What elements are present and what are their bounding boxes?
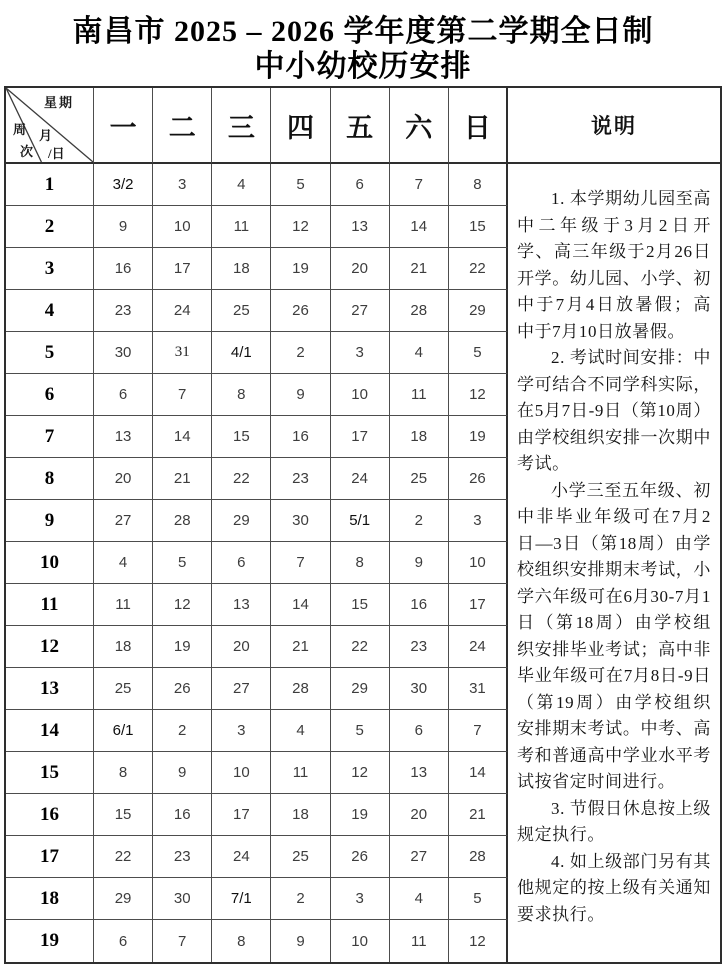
date-cell: 25 — [212, 290, 271, 332]
corner-week-label-top: 周 — [13, 122, 27, 137]
date-cell: 21 — [153, 458, 212, 500]
date-cell: 8 — [94, 752, 153, 794]
week-number-cell: 13 — [6, 668, 94, 710]
date-cell: 30 — [271, 500, 330, 542]
date-cell: 18 — [271, 794, 330, 836]
weekday-header-fri: 五 — [331, 88, 390, 164]
date-cell: 24 — [212, 836, 271, 878]
date-cell: 3 — [449, 500, 508, 542]
date-cell: 22 — [449, 248, 508, 290]
date-cell: 5 — [153, 542, 212, 584]
date-cell: 31 — [449, 668, 508, 710]
note-paragraph-3: 小学三至五年级、初中非毕业年级可在7月2日—3日（第18周）由学校组织安排期末考试，小学六年级可在6月30-7月1日（第18周）由学校组织安排毕业考试；高中非毕业年级可在7月8日-9日（第19周）由学校组织安排期末考试。中考、高考和普通高中学业水平考试按省定时间进行。 — [516, 480, 711, 791]
date-cell: 24 — [331, 458, 390, 500]
date-cell: 3 — [331, 878, 390, 920]
date-cell: 2 — [153, 710, 212, 752]
date-cell: 12 — [449, 920, 508, 962]
week-number-cell: 2 — [6, 206, 94, 248]
date-cell: 29 — [331, 668, 390, 710]
week-number-cell: 19 — [6, 920, 94, 962]
date-cell: 6 — [94, 374, 153, 416]
date-cell: 27 — [390, 836, 449, 878]
date-cell: 25 — [94, 668, 153, 710]
date-cell: 26 — [153, 668, 212, 710]
date-cell: 5 — [271, 164, 330, 206]
date-cell: 4 — [212, 164, 271, 206]
date-cell: 12 — [449, 374, 508, 416]
week-number-cell: 15 — [6, 752, 94, 794]
date-cell: 25 — [390, 458, 449, 500]
week-number-cell: 17 — [6, 836, 94, 878]
date-cell: 24 — [449, 626, 508, 668]
date-cell: 8 — [449, 164, 508, 206]
week-number-cell: 14 — [6, 710, 94, 752]
date-cell: 8 — [212, 920, 271, 962]
date-cell: 3 — [331, 332, 390, 374]
date-cell: 22 — [94, 836, 153, 878]
date-cell: 2 — [271, 332, 330, 374]
date-cell: 5 — [331, 710, 390, 752]
date-cell: 17 — [212, 794, 271, 836]
date-cell: 15 — [449, 206, 508, 248]
date-cell: 22 — [212, 458, 271, 500]
date-cell: 7 — [153, 374, 212, 416]
date-cell: 15 — [331, 584, 390, 626]
date-cell: 11 — [212, 206, 271, 248]
date-cell: 13 — [212, 584, 271, 626]
date-cell: 11 — [390, 920, 449, 962]
date-cell: 29 — [94, 878, 153, 920]
weekday-header-thu: 四 — [271, 88, 330, 164]
date-cell: 23 — [94, 290, 153, 332]
date-cell: 14 — [449, 752, 508, 794]
date-cell: 8 — [331, 542, 390, 584]
date-cell: 17 — [331, 416, 390, 458]
calendar-table — [4, 86, 722, 964]
date-cell: 26 — [449, 458, 508, 500]
date-cell: 17 — [153, 248, 212, 290]
date-cell: 25 — [271, 836, 330, 878]
date-cell: 12 — [331, 752, 390, 794]
date-cell: 11 — [94, 584, 153, 626]
week-number-cell: 11 — [6, 584, 94, 626]
date-cell: 21 — [390, 248, 449, 290]
date-cell: 23 — [153, 836, 212, 878]
date-cell: 6 — [390, 710, 449, 752]
date-cell: 20 — [212, 626, 271, 668]
date-cell: 26 — [271, 290, 330, 332]
date-cell: 23 — [390, 626, 449, 668]
date-cell: 9 — [271, 920, 330, 962]
date-cell: 5 — [449, 332, 508, 374]
date-cell: 11 — [271, 752, 330, 794]
week-number-cell: 5 — [6, 332, 94, 374]
page-title — [0, 0, 726, 84]
date-cell: 28 — [449, 836, 508, 878]
date-cell: 14 — [390, 206, 449, 248]
week-number-cell: 12 — [6, 626, 94, 668]
date-cell: 7 — [153, 920, 212, 962]
date-cell: 20 — [94, 458, 153, 500]
weekday-header-tue: 二 — [153, 88, 212, 164]
date-cell: 5/1 — [331, 500, 390, 542]
date-cell: 10 — [212, 752, 271, 794]
note-paragraph-5: 4. 如上级部门另有其他规定的按上级有关通知要求执行。 — [516, 851, 711, 924]
week-number-cell: 3 — [6, 248, 94, 290]
weekday-header-wed: 三 — [212, 88, 271, 164]
date-cell: 2 — [390, 500, 449, 542]
date-cell: 14 — [153, 416, 212, 458]
date-cell: 4 — [94, 542, 153, 584]
date-cell: 6 — [94, 920, 153, 962]
date-cell: 27 — [212, 668, 271, 710]
page-title-line1: 南昌市 2025 – 2026 学年度第二学期全日制 — [72, 15, 654, 48]
corner-day-label: /日 — [48, 146, 65, 161]
date-cell: 16 — [271, 416, 330, 458]
date-cell: 30 — [94, 332, 153, 374]
week-number-cell: 16 — [6, 794, 94, 836]
date-cell: 17 — [449, 584, 508, 626]
date-cell: 18 — [212, 248, 271, 290]
date-cell: 29 — [212, 500, 271, 542]
date-cell: 29 — [449, 290, 508, 332]
date-cell: 9 — [390, 542, 449, 584]
date-cell: 9 — [153, 752, 212, 794]
date-cell: 18 — [390, 416, 449, 458]
date-cell: 7 — [449, 710, 508, 752]
date-cell: 9 — [94, 206, 153, 248]
notes-cell — [508, 164, 720, 962]
date-cell: 30 — [390, 668, 449, 710]
date-cell: 23 — [271, 458, 330, 500]
date-cell: 30 — [153, 878, 212, 920]
date-cell: 15 — [94, 794, 153, 836]
notes-header: 说明 — [508, 88, 720, 164]
week-number-cell: 18 — [6, 878, 94, 920]
date-cell: 26 — [331, 836, 390, 878]
date-cell: 5 — [449, 878, 508, 920]
date-cell: 7/1 — [212, 878, 271, 920]
date-cell: 19 — [449, 416, 508, 458]
date-cell: 2 — [271, 878, 330, 920]
date-cell: 19 — [153, 626, 212, 668]
corner-month-label: 月 — [39, 128, 53, 143]
date-cell: 6/1 — [94, 710, 153, 752]
date-cell: 4 — [390, 332, 449, 374]
date-cell: 11 — [390, 374, 449, 416]
note-paragraph-1: 1. 本学期幼儿园至高中二年级于3月2日开学、高三年级于2月26日开学。幼儿园、小学、初中于7月4日放暑假；高中于7月10日放暑假。 — [516, 189, 711, 341]
date-cell: 4 — [271, 710, 330, 752]
date-cell: 4/1 — [212, 332, 271, 374]
date-cell: 3 — [153, 164, 212, 206]
date-cell: 13 — [94, 416, 153, 458]
date-cell: 12 — [153, 584, 212, 626]
week-number-cell: 1 — [6, 164, 94, 206]
date-cell: 9 — [271, 374, 330, 416]
date-cell: 20 — [390, 794, 449, 836]
week-number-cell: 6 — [6, 374, 94, 416]
date-cell: 10 — [153, 206, 212, 248]
date-cell: 14 — [271, 584, 330, 626]
date-cell: 16 — [153, 794, 212, 836]
week-number-cell: 4 — [6, 290, 94, 332]
date-cell: 10 — [449, 542, 508, 584]
date-cell: 28 — [271, 668, 330, 710]
date-cell: 6 — [331, 164, 390, 206]
date-cell: 10 — [331, 374, 390, 416]
date-cell: 7 — [390, 164, 449, 206]
date-cell: 19 — [331, 794, 390, 836]
date-cell: 16 — [94, 248, 153, 290]
date-cell: 3/2 — [94, 164, 153, 206]
date-cell: 20 — [331, 248, 390, 290]
weekday-header-mon: 一 — [94, 88, 153, 164]
date-cell: 10 — [331, 920, 390, 962]
date-cell: 27 — [94, 500, 153, 542]
weekday-header-sat: 六 — [390, 88, 449, 164]
date-cell: 21 — [449, 794, 508, 836]
date-cell: 27 — [331, 290, 390, 332]
corner-header-cell — [6, 88, 94, 164]
date-cell: 4 — [390, 878, 449, 920]
week-number-cell: 8 — [6, 458, 94, 500]
date-cell: 8 — [212, 374, 271, 416]
date-cell: 16 — [390, 584, 449, 626]
date-cell: 22 — [331, 626, 390, 668]
date-cell: 12 — [271, 206, 330, 248]
date-cell: 13 — [390, 752, 449, 794]
date-cell: 18 — [94, 626, 153, 668]
date-cell: 19 — [271, 248, 330, 290]
week-number-cell: 10 — [6, 542, 94, 584]
date-cell: 6 — [212, 542, 271, 584]
date-cell: 7 — [271, 542, 330, 584]
note-paragraph-4: 3. 节假日休息按上级规定执行。 — [516, 798, 711, 844]
date-cell: 28 — [153, 500, 212, 542]
date-cell: 13 — [331, 206, 390, 248]
date-cell: 21 — [271, 626, 330, 668]
weekday-header-sun: 日 — [449, 88, 508, 164]
corner-week-label-bottom: 次 — [20, 144, 34, 159]
date-cell: 15 — [212, 416, 271, 458]
date-cell: 28 — [390, 290, 449, 332]
date-cell: 31 — [153, 332, 212, 374]
week-number-cell: 7 — [6, 416, 94, 458]
date-cell: 3 — [212, 710, 271, 752]
date-cell: 24 — [153, 290, 212, 332]
page-title-line2: 中小幼校历安排 — [254, 50, 472, 83]
note-paragraph-2: 2. 考试时间安排：中学可结合不同学科实际，在5月7日-9日（第10周）由学校组织安排一次期中考试。 — [516, 348, 711, 473]
week-number-cell: 9 — [6, 500, 94, 542]
corner-weekday-label: 星期 — [44, 95, 75, 110]
